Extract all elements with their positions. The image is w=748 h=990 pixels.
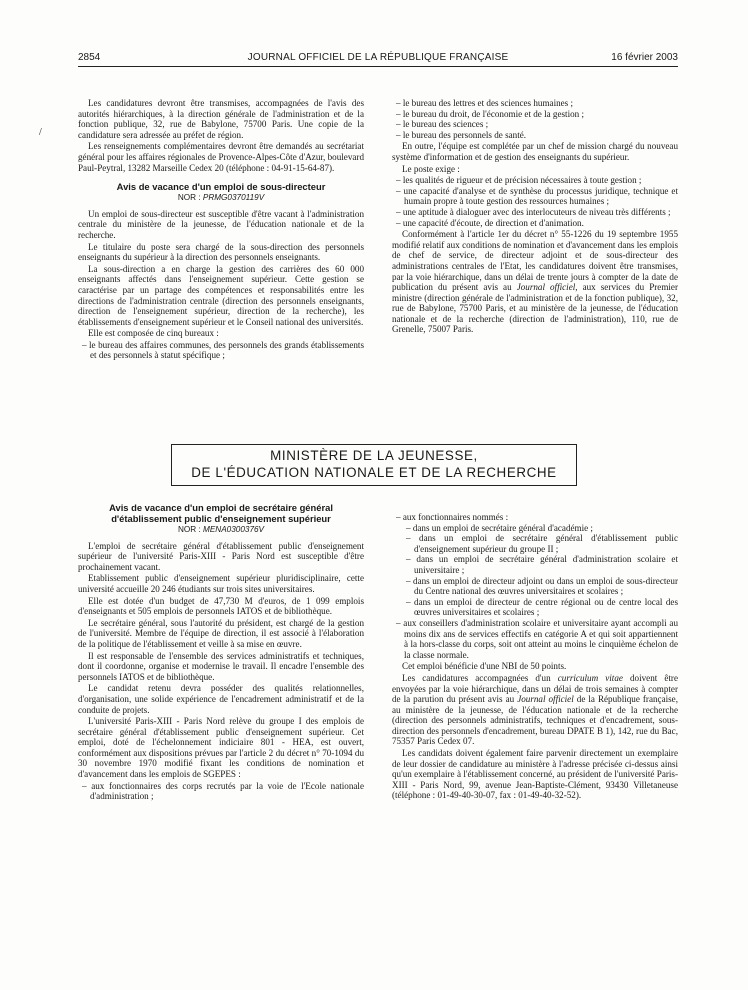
list-item: – aux fonctionnaires nommés : <box>396 512 509 522</box>
requirements-list <box>392 175 678 228</box>
upper-right-column <box>392 98 678 336</box>
paragraph: Le candidat retenu devra posséder des qualités relationnelles, d'organisation, une solide expérience de l'encadrement administratif et de la conduite de projets. <box>78 683 364 715</box>
list-item: – les qualités de rigueur et de précision nécessaires à toute gestion ; <box>396 175 642 186</box>
header-rule <box>78 66 678 67</box>
paragraph: Le poste exige : <box>402 163 460 174</box>
notice-title: Avis de vacance d'un emploi de sous-directeur <box>116 181 326 193</box>
paragraph: L'emploi de secrétaire général d'établissement public d'enseignement supérieur de l'université Paris-XIII - Paris Nord est susceptible d'être prochainement vacant. <box>78 540 364 572</box>
paragraph: Elle est composée de cinq bureaux : <box>88 328 219 339</box>
list-item: – aux conseillers d'administration scolaire et universitaire ayant accompli au moins dix ans de services effectifs en catégorie A et qui soit appartiennent à la hors-classe du corps, soit ont atteint au moins le cinquième échelon de la classe normale. <box>396 617 678 660</box>
paragraph: Un emploi de sous-directeur est susceptible d'être vacant à l'administration centrale du ministère de la jeunesse, de l'éducation nationale et de la recherche. <box>78 208 364 240</box>
ministry-line: DE L'ÉDUCATION NATIONALE ET DE LA RECHERCHE <box>191 465 557 480</box>
list-item: – aux fonctionnaires des corps recrutés par la voie de l'Ecole nationale d'administration ; <box>82 780 364 802</box>
lower-left-column <box>78 502 364 803</box>
paragraph: En outre, l'équipe est complétée par un chef de mission chargé du nouveau système d'information et de gestion des enseignants du supérieur. <box>392 141 678 162</box>
bureau-list <box>392 98 678 140</box>
list-item: – dans un emploi de secrétaire général d'administration scolaire et universitaire ; <box>406 554 678 575</box>
paragraph: Les candidats doivent également faire parvenir directement un exemplaire de leur dossier de candidature au ministère à l'adresse précisée ci-dessus ainsi qu'un exemplaire à l'établissement concerné, au président de l'université Paris-XIII - Paris Nord, 99, avenue Jean-Baptiste-Clément, 93430 Villetaneuse (téléphone : 01-49-40-30-07, fax : 01-49-40-32-52). <box>392 748 678 801</box>
list-item: – une aptitude à dialoguer avec des interlocuteurs de niveau très différents ; <box>396 206 671 217</box>
lower-right-column <box>392 512 678 802</box>
journal-title: JOURNAL OFFICIEL DE LA RÉPUBLIQUE FRANÇAISE <box>247 52 509 63</box>
paragraph: L'université Paris-XIII - Paris Nord relève du groupe I des emplois de secrétaire général d'établissement public d'enseignement supérieur. Cet emploi, doté de l'échelonnement indiciaire 801 - HEA, est ouvert, conformément aux dispositions prévues par l'article 2 du décret n° 70-1094 du 30 novembre 1970 modifié fixant les conditions de nomination et d'avancement dans les emplois de SGEPES : <box>78 716 364 780</box>
nor-reference: NOR : PRMG0370119V <box>177 193 265 203</box>
upper-left-column <box>78 98 364 362</box>
paragraph: Il est responsable de l'ensemble des services administratifs et techniques, dont il coordonne, organise et modernise le travail. Il encadre l'ensemble des personnels IATOS et de bibliothèque. <box>78 650 364 682</box>
list-item: – le bureau des lettres et des sciences humaines ; <box>396 98 574 108</box>
list-item: – une capacité d'écoute, de direction et d'animation. <box>396 217 584 228</box>
paragraph: Etablissement public d'enseignement supérieur pluridisciplinaire, cette université accueille 20 246 étudiants sur trois sites universitaires. <box>78 573 364 594</box>
margin-mark: / <box>39 127 42 138</box>
ministry-line: MINISTÈRE DE LA JEUNESSE, <box>270 448 478 463</box>
eligibility-list <box>392 512 678 660</box>
eligibility-list <box>78 781 364 802</box>
paragraph: Le secrétaire général, sous l'autorité du président, est chargé de la gestion de l'université. Membre de l'équipe de direction, il est associé à l'élaboration de la politique de l'établissement et veille à sa mise en œuvre. <box>78 617 364 649</box>
list-item: – le bureau des personnels de santé. <box>396 129 527 140</box>
notice-title: Avis de vacance d'un emploi de secrétaire général d'établissement public d'enseignement supérieur <box>109 502 333 524</box>
paragraph: Conformément à l'article 1er du décret n° 55-1226 du 19 septembre 1955 modifié relatif aux conditions de nomination et d'avancement dans les emplois de chef de service, de directeur adjoint et de sous-directeur des administrations centrales de l'Etat, les candidatures doivent être transmises, par la voie hiérarchique, dans un délai de trente jours à compter de la date de publication du présent avis au Journal officiel, aux services du Premier ministre (direction générale de l'administration et de la fonction publique), 32, rue de Babylone, 75700 Paris, et au ministère de la jeunesse, de l'éducation nationale et de la recherche (direction de l'administration), 110, rue de Grenelle, 75007 Paris. <box>392 229 678 335</box>
list-item: – dans un emploi de secrétaire général d'académie ; <box>406 522 593 533</box>
paragraph: Les candidatures devront être transmises, accompagnées de l'avis des autorités hiérarchiques, à la direction générale de l'administration et de la fonction publique, 32, rue de Babylone, 75700 Paris. Une copie de la candidature sera adressée au préfet de région. <box>78 98 364 140</box>
list-item: – le bureau des affaires communes, des personnels des grands établissements et des personnels à statut spécifique ; <box>82 339 364 361</box>
paragraph: Les renseignements complémentaires devront être demandés au secrétariat général pour les affaires régionales de Provence-Alpes-Côte d'Azur, boulevard Paul-Peytral, 13282 Marseille Cedex 20 (téléphone : 04-91-15-64-87). <box>78 141 364 173</box>
nor-reference: NOR : MENA0300376V <box>177 525 265 534</box>
paragraph: Elle est dotée d'un budget de 47,730 M d'euros, de 1 099 emplois d'enseignants et 505 emplois de personnels IATOS et de bibliothèque. <box>78 595 364 617</box>
page-header <box>78 52 678 66</box>
list-item: – dans un emploi de secrétaire général d'établissement public d'enseignement supérieur du groupe II ; <box>406 533 678 554</box>
list-item: – une capacité d'analyse et de synthèse du processus juridique, technique et humain propre à toute gestion des ressources humaines ; <box>396 185 678 207</box>
bureau-list <box>78 340 364 361</box>
list-item: – le bureau des sciences ; <box>396 119 489 130</box>
paragraph: Le titulaire du poste sera chargé de la sous-direction des personnels enseignants du supérieur à la direction des personnels enseignants. <box>78 241 364 263</box>
paragraph: Cet emploi bénéficie d'une NBI de 50 points. <box>402 661 567 672</box>
ministry-heading-box <box>171 444 577 486</box>
list-item: – dans un emploi de directeur adjoint ou dans un emploi de sous-directeur du Centre national des œuvres universitaires et scolaires ; <box>406 575 678 597</box>
paragraph: Les candidatures accompagnées d'un curriculum vitae doivent être envoyées par la voie hiérarchique, dans un délai de trois semaines à compter de la parution du présent avis au Journal officiel de la République française, au ministère de la jeunesse, de l'éducation nationale et de la recherche (direction des personnels administratifs, techniques et d'encadrement, sous-direction des personnels d'encadrement, bureau DPATE B 1), 142, rue du Bac, 75357 Paris Cedex 07. <box>392 672 678 747</box>
list-item: – dans un emploi de directeur de centre régional ou de centre local des œuvres universitaires et scolaires ; <box>406 596 678 618</box>
page-number: 2854 <box>78 52 101 63</box>
paragraph: La sous-direction a en charge la gestion des carrières des 60 000 enseignants affectés dans l'enseignement supérieur. Cette gestion se caractérise par un partage des compétences et responsabilités entre les directions de l'administration centrale (direction des personnels enseignants, direction de l'enseignement supérieur, direction de la recherche), les établissements d'enseignement supérieur et le Conseil national des universités. <box>78 263 364 327</box>
list-item: – le bureau du droit, de l'économie et de la gestion ; <box>396 108 585 119</box>
issue-date: 16 février 2003 <box>611 52 678 63</box>
